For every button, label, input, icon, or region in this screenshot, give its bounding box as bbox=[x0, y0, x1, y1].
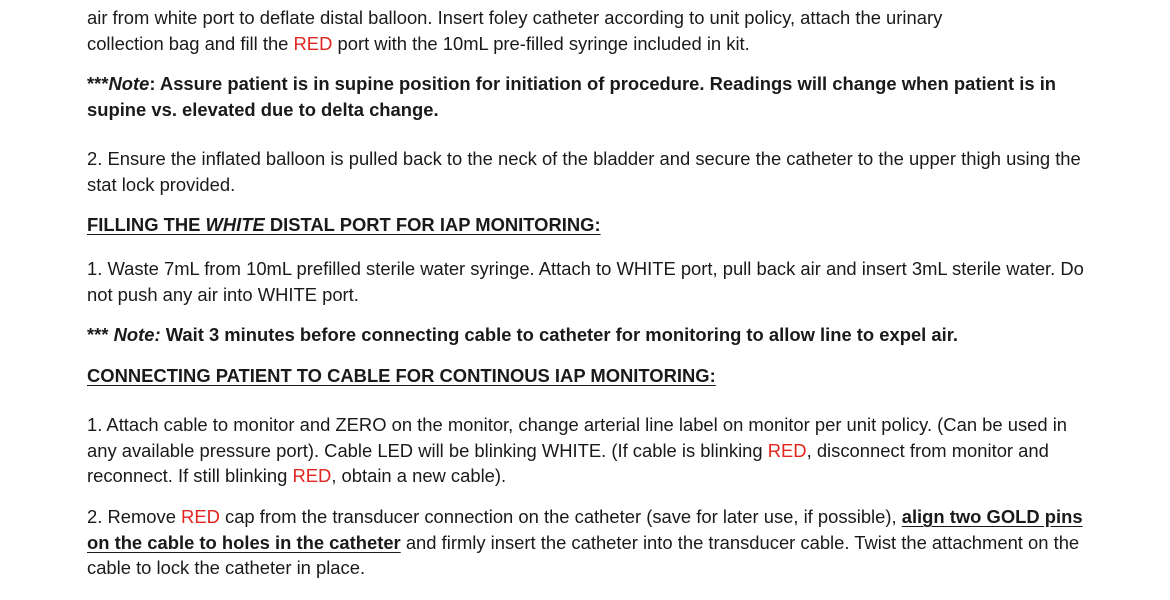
heading-white-pre: FILLING THE bbox=[87, 214, 206, 235]
step-waste-water: 1. Waste 7mL from 10mL prefilled sterile water syringe. Attach to WHITE port, pull back air and insert 3mL sterile water. Do not push any air into WHITE port. bbox=[87, 258, 1084, 305]
note2-label: Note: bbox=[113, 324, 161, 345]
intro-line-2-start: collection bag and fill the bbox=[87, 32, 294, 54]
intro-line-1: air from white port to deflate distal balloon. Insert foley catheter according to unit policy, attach the urinary bbox=[87, 7, 943, 28]
step-secure-catheter: 2. Ensure the inflated balloon is pulled back to the neck of the bladder and secure the catheter to the upper thigh using the stat lock provided. bbox=[87, 148, 1081, 195]
red-blink-text-1: RED bbox=[767, 439, 807, 461]
cable-step-text-c: , obtain a new cable). bbox=[331, 465, 507, 486]
cable-step-text-a: 1. Attach cable to monitor and ZERO on the monitor, change arterial line label on monitor per unit policy. (Can be used in any available pressure port). Cable LED will be blinking WHITE. (If cable is blinking bbox=[87, 414, 1068, 461]
cable-step-text-b: , disconnect from monitor and reconnect. If still blinking bbox=[87, 439, 1049, 486]
intro-line-2-end: port with the 10mL pre-filled syringe included in kit. bbox=[332, 32, 750, 54]
step-remove-cap bbox=[87, 504, 1097, 581]
cap-step-text-b: cap from the transducer connection on the catheter (save for later use, if possible), bbox=[219, 506, 902, 527]
heading-connecting-patient: CONNECTING PATIENT TO CABLE FOR CONTINOUS IAP MONITORING: bbox=[87, 365, 716, 386]
intro-paragraph bbox=[87, 5, 1097, 56]
red-cap-text: RED bbox=[181, 506, 220, 527]
note-wait-minutes bbox=[87, 322, 1097, 348]
note-text: : Assure patient is in supine position for initiation of procedure. Readings will change when patient is in supine vs. elevated due to delta change. bbox=[87, 73, 1057, 120]
align-pins-emphasis: align two GOLD pins on the cable to holes in the catheter bbox=[87, 506, 1083, 553]
red-blink-text-2: RED bbox=[292, 465, 332, 486]
heading-white-post: DISTAL PORT FOR IAP MONITORING: bbox=[264, 214, 601, 235]
note-supine-position bbox=[87, 71, 1097, 122]
cap-step-text-a: 2. Remove bbox=[87, 506, 182, 527]
cap-step-text-c: and firmly insert the catheter into the transducer cable. Twist the attachment on the cable to lock the catheter in place. bbox=[87, 531, 1080, 578]
heading-white-emphasis: WHITE bbox=[205, 214, 265, 235]
heading-filling-white-port bbox=[87, 212, 1097, 238]
red-port-text: RED bbox=[293, 32, 333, 54]
note-label: Note bbox=[108, 73, 150, 94]
note-stars: *** bbox=[87, 73, 109, 94]
note2-stars: *** bbox=[87, 324, 114, 345]
step-attach-cable bbox=[87, 412, 1097, 489]
note2-text: Wait 3 minutes before connecting cable to catheter for monitoring to allow line to expel air. bbox=[160, 324, 958, 345]
